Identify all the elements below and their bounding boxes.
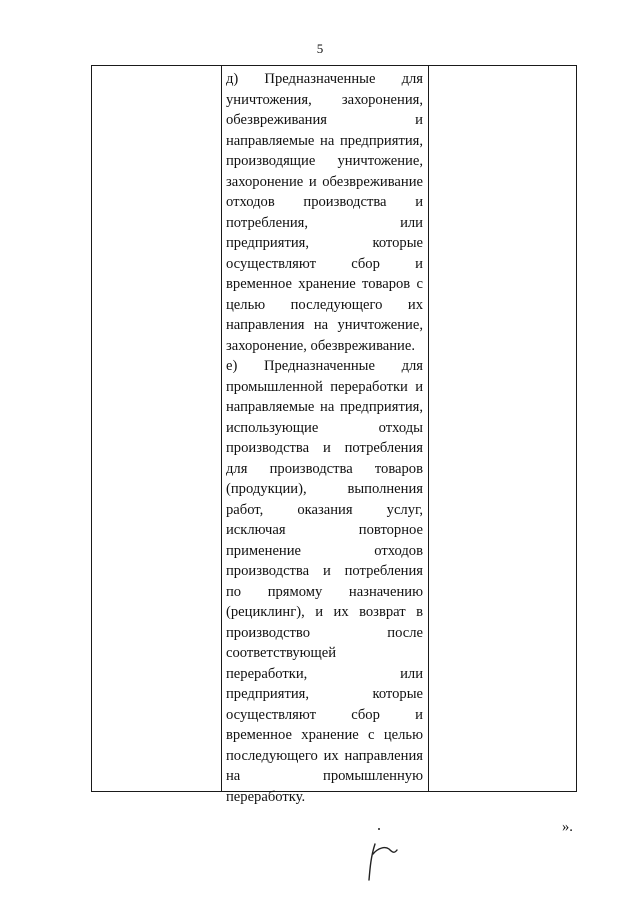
table-cell-description — [226, 69, 423, 807]
text-line: предприятия, которые — [226, 235, 423, 251]
closing-quote: ». — [562, 819, 573, 835]
text-line: потребления, или — [226, 214, 423, 231]
text-line: (продукции), выполнения — [226, 481, 423, 497]
text-line: переработки, или — [226, 665, 423, 682]
text-line: е) Предназначенные для — [226, 358, 423, 374]
text-line: захоронение и обезвреживание — [226, 173, 423, 190]
text-line: временное хранение с целью — [226, 727, 423, 743]
text-line: производства и потребления — [226, 440, 423, 456]
text-line: захоронение, обезвреживание. — [226, 337, 415, 354]
document-table — [91, 65, 577, 805]
text-line: целью последующего их — [226, 296, 423, 313]
text-line: производящие уничтожение, — [226, 153, 423, 169]
text-line: по прямому назначению — [226, 583, 423, 600]
text-line: временное хранение товаров с — [226, 276, 423, 292]
text-line: производства и потребления — [226, 563, 423, 579]
text-line: предприятия, которые — [226, 686, 423, 702]
text-line: производство после — [226, 624, 423, 641]
text-line: направляемые на предприятия, — [226, 399, 423, 415]
table-column-divider-left — [221, 66, 222, 791]
text-line: (рециклинг), и их возврат в — [226, 604, 423, 620]
text-line: для производства товаров — [226, 460, 423, 477]
text-line: переработку. — [226, 788, 306, 805]
text-line: уничтожения, захоронения, — [226, 91, 423, 108]
signature-icon — [350, 824, 410, 884]
text-line: осуществляют сбор и — [226, 255, 423, 272]
text-line: работ, оказания услуг, — [226, 501, 423, 518]
text-line: осуществляют сбор и — [226, 706, 423, 723]
table-column-divider-right — [428, 66, 429, 791]
text-line: соответствующей — [226, 645, 337, 661]
text-line: применение отходов — [226, 542, 423, 559]
text-line: на промышленную — [226, 768, 423, 784]
text-line: обезвреживания и — [226, 112, 423, 128]
text-line: исключая повторное — [226, 522, 423, 538]
text-line: последующего их направления — [226, 747, 423, 764]
text-line: направления на уничтожение, — [226, 317, 423, 333]
text-line: промышленной переработки и — [226, 378, 423, 395]
page-number: 5 — [316, 41, 324, 56]
text-line: д) Предназначенные для — [226, 71, 423, 87]
text-line: использующие отходы — [226, 419, 423, 436]
text-line: направляемые на предприятия, — [226, 132, 423, 149]
text-line: отходов производства и — [226, 194, 423, 210]
